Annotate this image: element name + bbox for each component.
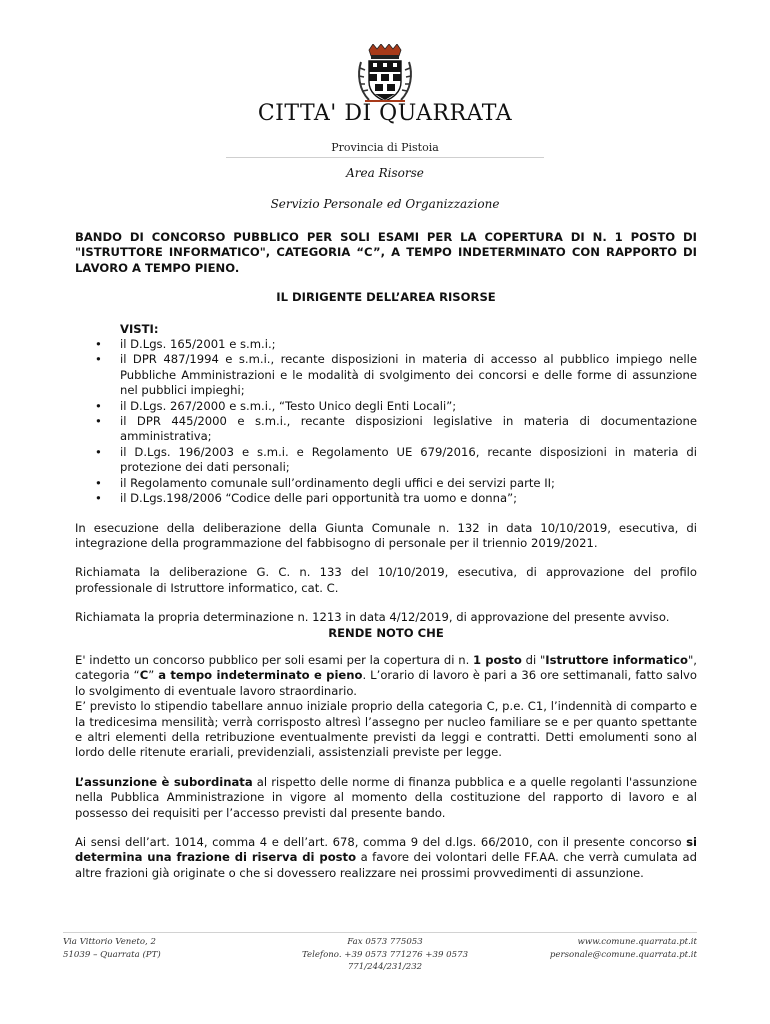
- list-item: • il DPR 445/2000 e s.m.i., recante disposizioni legislative in materia di documentazione amministrativa;: [95, 414, 697, 444]
- area-label: Area Risorse: [346, 166, 424, 180]
- footer-fax: Fax 0573 775053: [347, 937, 423, 947]
- footer-contacts: [285, 936, 485, 974]
- footer-address: [63, 936, 161, 961]
- bullet-icon: •: [95, 414, 102, 429]
- visti-list: [75, 337, 697, 506]
- footer-phone: Telefono. +39 0573 771276 +39 0573: [301, 949, 469, 960]
- footer-city: 51039 – Quarrata (PT): [63, 949, 161, 960]
- paragraph-esecuzione: In esecuzione della deliberazione della Giunta Comunale n. 132 in data 10/10/2019, esecutiva, di integrazione della programmazione del fabbisogno di personale per il triennio 2019/2021.: [75, 520, 697, 550]
- footer-phone-ext: 771/244/231/232: [347, 962, 423, 973]
- page-footer: [0, 936, 770, 996]
- paragraph-riserva: Ai sensi dell’art. 1014, comma 4 e dell’art. 678, comma 9 del d.lgs. 66/2010, con il presente concorso si determina una frazione di riserva di posto a favore dei volontari delle FF.AA. che verrà cumulata ad altre frazioni già originate o che si dovessero realizzare nei prossimi provvedimenti di assunzione.: [75, 835, 697, 880]
- header-divider: [226, 157, 544, 158]
- list-item: • il D.Lgs. 165/2001 e s.m.i.;: [95, 337, 276, 352]
- list-item: • il DPR 487/1994 e s.m.i., recante disposizioni in materia di accesso al pubblico impiego nelle Pubbliche Amministrazioni e le modalità di svolgimento dei concorsi e delle forme di assunzione nel pubblici impieghi;: [95, 352, 697, 398]
- city-title: CITTA' DI QUARRATA: [257, 101, 513, 126]
- list-item: • il D.Lgs. 267/2000 e s.m.i., “Testo Unico degli Enti Locali”;: [95, 398, 457, 413]
- list-item: • il D.Lgs.198/2006 “Codice delle pari opportunità tra uomo e donna”;: [95, 491, 518, 506]
- paragraph-stipendio: E’ previsto lo stipendio tabellare annuo iniziale proprio della categoria C, p.e. C1, l’indennità di comparto e la tredicesima mensilità; verrà corrisposto altresì l’assegno per nucleo familiare se e per quanto spettante e altri elementi della retribuzione eventualmente previsti da leggi e contratti. Detti emolumenti sono al lordo delle ritenute erariali, previdenziali, assistenziali previste per legge.: [75, 699, 697, 760]
- bullet-icon: •: [95, 398, 102, 413]
- document-body: [75, 230, 697, 881]
- bullet-icon: •: [95, 444, 102, 459]
- service-label: Servizio Personale ed Organizzazione: [270, 197, 500, 211]
- footer-web: [550, 936, 697, 961]
- paragraph-assunzione: L’assunzione è subordinata al rispetto delle norme di finanza pubblica e a quelle regolanti l'assunzione nella Pubblica Amministrazione in vigore al momento della costituzione del rapporto di lavoro e al possesso dei requisiti per l’accesso previsti dal presente bando.: [75, 774, 697, 820]
- dirigente-heading: IL DIRIGENTE DELL’AREA RISORSE: [276, 290, 496, 305]
- bullet-icon: •: [95, 475, 102, 490]
- rende-noto-heading: RENDE NOTO CHE: [328, 625, 444, 640]
- bullet-icon: •: [95, 491, 102, 506]
- paragraph-indetto: E' indetto un concorso pubblico per soli esami per la copertura di n. 1 posto di "Istruttore informatico", categoria “C” a tempo indeterminato e pieno. L’orario di lavoro è pari a 36 ore settimanali, fatto salvo lo svolgimento di eventuale lavoro straordinario.: [75, 652, 697, 698]
- paragraph-richiamata-deliberazione: Richiamata la deliberazione G. C. n. 133 del 10/10/2019, esecutiva, di approvazione del profilo professionale di Istruttore informatico, cat. C.: [75, 565, 697, 595]
- province-label: Provincia di Pistoia: [331, 141, 439, 154]
- list-item: • il D.Lgs. 196/2003 e s.m.i. e Regolamento UE 679/2016, recante disposizioni in materia di protezione dei dati personali;: [95, 444, 697, 475]
- paragraph-richiamata-determinazione: Richiamata la propria determinazione n. 1213 in data 4/12/2019, di approvazione del presente avviso.: [75, 610, 670, 625]
- footer-street: Via Vittorio Veneto, 2: [63, 937, 156, 947]
- footer-email-link[interactable]: personale@comune.quarrata.pt.it: [549, 949, 697, 960]
- footer-website-link[interactable]: www.comune.quarrata.pt.it: [577, 937, 697, 947]
- bullet-icon: •: [95, 352, 102, 367]
- city-crest-icon: [355, 44, 415, 106]
- bullet-icon: •: [95, 337, 102, 352]
- bando-title: BANDO DI CONCORSO PUBBLICO PER SOLI ESAMI PER LA COPERTURA DI N. 1 POSTO DI "ISTRUTTORE INFORMATICO", CATEGORIA “C”, A TEMPO INDETERMINATO CON RAPPORTO DI LAVORO A TEMPO PIENO.: [75, 230, 697, 275]
- list-item: • il Regolamento comunale sull’ordinamento degli uffici e dei servizi parte II;: [95, 475, 555, 490]
- visti-heading: VISTI:: [120, 321, 159, 336]
- footer-divider: [63, 932, 697, 933]
